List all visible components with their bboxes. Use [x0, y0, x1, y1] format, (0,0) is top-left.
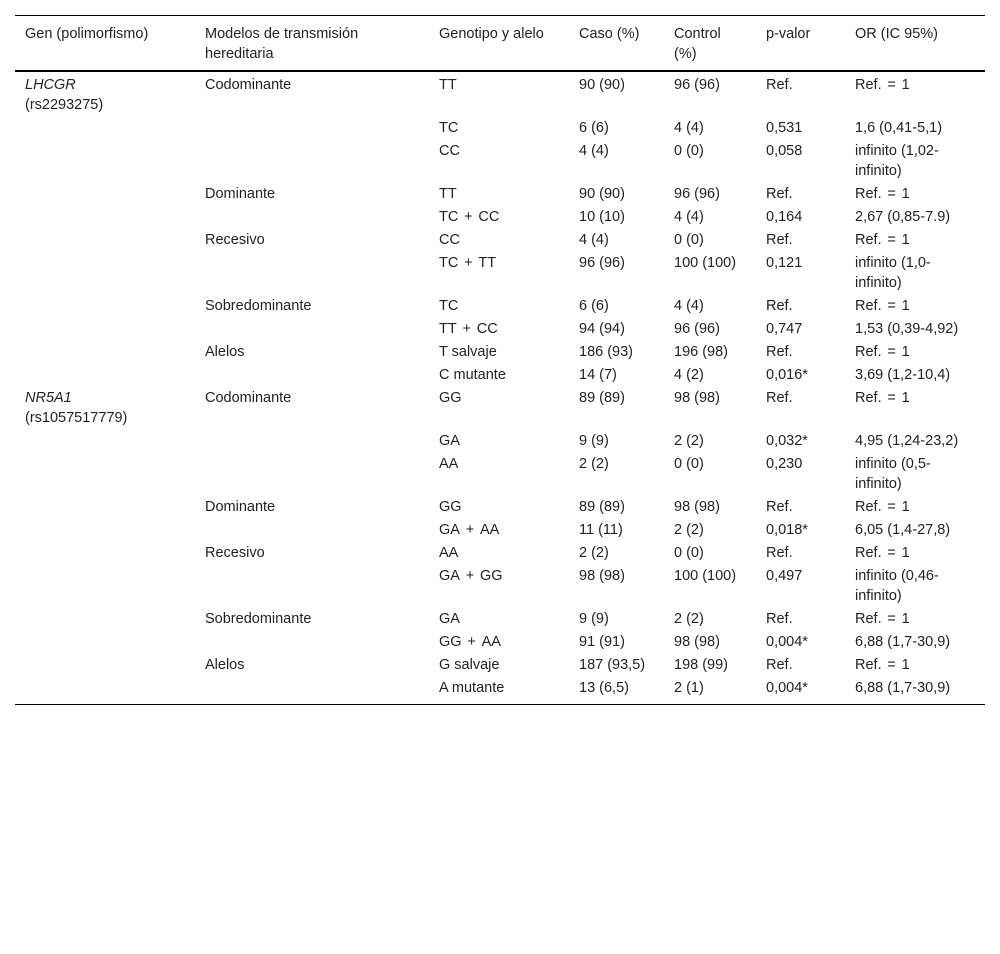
cell-gen: [15, 183, 195, 206]
cell-gen: [15, 453, 195, 496]
cell-or: Ref.=1: [855, 499, 910, 515]
cell-p-valor: Ref.: [766, 298, 793, 314]
table-row: [15, 295, 985, 318]
cell-caso: 89 (89): [579, 499, 625, 515]
table-row: [15, 542, 985, 565]
cell-control: 2 (2): [674, 433, 704, 449]
cell-or: Ref.=1: [855, 390, 910, 406]
cell-control: 0 (0): [674, 143, 704, 159]
cell-genotipo: T salvaje: [439, 344, 497, 360]
cell-p-valor: 0,164: [766, 209, 803, 225]
cell-modelo: [195, 140, 429, 183]
table-row: [15, 631, 985, 654]
cell-modelo: Recesivo: [205, 232, 265, 248]
cell-gen: [15, 631, 195, 654]
cell-genotipo: CC: [439, 143, 460, 159]
cell-caso: 14 (7): [579, 367, 617, 383]
cell-genotipo: GA+GG: [439, 568, 503, 584]
results-table: [15, 15, 985, 705]
cell-modelo: Recesivo: [205, 545, 265, 561]
cell-caso: 98 (98): [579, 568, 625, 584]
header-genotipo: Genotipo y alelo: [439, 26, 544, 42]
cell-gen: [15, 71, 195, 117]
table-row: [15, 453, 985, 496]
cell-control: 198 (99): [674, 657, 729, 673]
cell-gen: [15, 117, 195, 140]
cell-control: 196 (98): [674, 344, 729, 360]
cell-genotipo: GG+AA: [439, 634, 501, 650]
cell-gen: [15, 519, 195, 542]
cell-gen: [15, 364, 195, 387]
cell-gen: [15, 608, 195, 631]
cell-p-valor: 0,018*: [766, 522, 808, 538]
cell-gen: [15, 430, 195, 453]
cell-caso: 2 (2): [579, 545, 609, 561]
cell-caso: 11 (11): [579, 522, 623, 538]
table-row: [15, 430, 985, 453]
cell-caso: 187 (93,5): [579, 657, 646, 673]
cell-gen: [15, 140, 195, 183]
cell-or: Ref.=1: [855, 77, 910, 93]
cell-control: 0 (0): [674, 232, 704, 248]
table-body: [15, 71, 985, 705]
table-row: [15, 364, 985, 387]
table-row: [15, 318, 985, 341]
cell-control: 2 (2): [674, 611, 704, 627]
cell-caso: 186 (93): [579, 344, 634, 360]
cell-or: Ref.=1: [855, 344, 910, 360]
cell-caso: 10 (10): [579, 209, 625, 225]
cell-modelo: [195, 631, 429, 654]
cell-genotipo: GG: [439, 499, 462, 515]
table-row: [15, 140, 985, 183]
header-caso: Caso (%): [579, 26, 640, 42]
cell-gen: [15, 252, 195, 295]
cell-caso: 9 (9): [579, 611, 609, 627]
cell-genotipo: GA+AA: [439, 522, 500, 538]
cell-caso: 91 (91): [579, 634, 625, 650]
cell-or: 6,05 (1,4-27,8): [855, 522, 951, 538]
cell-genotipo: GA: [439, 433, 460, 449]
cell-caso: 13 (6,5): [579, 680, 629, 696]
cell-caso: 6 (6): [579, 298, 609, 314]
cell-control: 96 (96): [674, 77, 720, 93]
cell-modelo: Dominante: [205, 499, 276, 515]
cell-control: 0 (0): [674, 545, 704, 561]
cell-control: 98 (98): [674, 634, 720, 650]
cell-genotipo: TT: [439, 77, 457, 93]
cell-gen: [15, 496, 195, 519]
cell-p-valor: 0,004*: [766, 634, 808, 650]
cell-gen: [15, 318, 195, 341]
table-header: [15, 16, 985, 72]
cell-or: infinito (1,02-infinito): [855, 143, 939, 179]
cell-or: Ref.=1: [855, 298, 910, 314]
table-row: [15, 387, 985, 430]
cell-modelo: Codominante: [205, 390, 292, 406]
cell-genotipo: TC: [439, 120, 459, 136]
gene-name: LHCGR: [25, 77, 76, 93]
cell-or: infinito (0,5-infinito): [855, 456, 931, 492]
cell-control: 100 (100): [674, 255, 737, 271]
cell-p-valor: Ref.: [766, 390, 793, 406]
cell-or: 4,95 (1,24-23,2): [855, 433, 959, 449]
gene-name: NR5A1: [25, 390, 72, 406]
table-row: [15, 608, 985, 631]
cell-gen: [15, 565, 195, 608]
cell-caso: 4 (4): [579, 232, 609, 248]
cell-or: 1,53 (0,39-4,92): [855, 321, 959, 337]
cell-gen: [15, 542, 195, 565]
cell-p-valor: Ref.: [766, 186, 793, 202]
cell-or: Ref.=1: [855, 186, 910, 202]
cell-or: infinito (1,0-infinito): [855, 255, 931, 291]
table-row: [15, 117, 985, 140]
cell-p-valor: Ref.: [766, 232, 793, 248]
cell-gen: [15, 654, 195, 677]
cell-modelo: Alelos: [205, 657, 245, 673]
cell-p-valor: 0,531: [766, 120, 803, 136]
polymorphism-id: (rs1057517779): [25, 410, 128, 426]
table-row: [15, 206, 985, 229]
table-row: [15, 677, 985, 705]
cell-p-valor: 0,497: [766, 568, 803, 584]
cell-gen: [15, 387, 195, 430]
table-row: [15, 496, 985, 519]
cell-p-valor: Ref.: [766, 611, 793, 627]
cell-modelo: [195, 565, 429, 608]
cell-caso: 4 (4): [579, 143, 609, 159]
header-modelo: Modelos de transmisión hereditaria: [205, 26, 359, 62]
polymorphism-id: (rs2293275): [25, 97, 104, 113]
table-row: [15, 71, 985, 117]
table-row: [15, 519, 985, 542]
cell-or: Ref.=1: [855, 657, 910, 673]
cell-control: 2 (1): [674, 680, 704, 696]
cell-gen: [15, 341, 195, 364]
cell-genotipo: A mutante: [439, 680, 505, 696]
cell-genotipo: AA: [439, 545, 459, 561]
cell-or: 6,88 (1,7-30,9): [855, 680, 951, 696]
header-or: OR (IC 95%): [855, 26, 938, 42]
cell-or: 3,69 (1,2-10,4): [855, 367, 951, 383]
cell-genotipo: TC+TT: [439, 255, 497, 271]
cell-p-valor: 0,032*: [766, 433, 808, 449]
cell-control: 100 (100): [674, 568, 737, 584]
cell-genotipo: TC: [439, 298, 459, 314]
cell-p-valor: 0,004*: [766, 680, 808, 696]
cell-control: 96 (96): [674, 186, 720, 202]
cell-genotipo: CC: [439, 232, 460, 248]
cell-genotipo: TT+CC: [439, 321, 498, 337]
table-row: [15, 229, 985, 252]
table-row: [15, 565, 985, 608]
cell-gen: [15, 229, 195, 252]
cell-p-valor: 0,016*: [766, 367, 808, 383]
cell-control: 96 (96): [674, 321, 720, 337]
cell-genotipo: AA: [439, 456, 459, 472]
cell-or: 6,88 (1,7-30,9): [855, 634, 951, 650]
cell-p-valor: 0,230: [766, 456, 803, 472]
cell-modelo: Alelos: [205, 344, 245, 360]
cell-or: infinito (0,46-infinito): [855, 568, 939, 604]
cell-modelo: [195, 318, 429, 341]
cell-modelo: [195, 364, 429, 387]
cell-modelo: Sobredominante: [205, 298, 312, 314]
cell-control: 4 (4): [674, 120, 704, 136]
cell-or: 2,67 (0,85-7.9): [855, 209, 951, 225]
cell-modelo: Codominante: [205, 77, 292, 93]
cell-genotipo: TC+CC: [439, 209, 500, 225]
table-row: [15, 252, 985, 295]
cell-genotipo: GG: [439, 390, 462, 406]
cell-caso: 94 (94): [579, 321, 625, 337]
cell-or: Ref.=1: [855, 611, 910, 627]
cell-caso: 90 (90): [579, 186, 625, 202]
table-row: [15, 341, 985, 364]
cell-modelo: Dominante: [205, 186, 276, 202]
cell-caso: 89 (89): [579, 390, 625, 406]
cell-modelo: [195, 206, 429, 229]
cell-modelo: [195, 453, 429, 496]
cell-gen: [15, 206, 195, 229]
header-row: [15, 16, 985, 72]
cell-caso: 9 (9): [579, 433, 609, 449]
cell-genotipo: GA: [439, 611, 460, 627]
cell-control: 4 (4): [674, 298, 704, 314]
cell-modelo: Sobredominante: [205, 611, 312, 627]
cell-p-valor: 0,747: [766, 321, 803, 337]
table-row: [15, 183, 985, 206]
cell-modelo: [195, 430, 429, 453]
cell-or: Ref.=1: [855, 232, 910, 248]
cell-p-valor: 0,121: [766, 255, 803, 271]
cell-caso: 96 (96): [579, 255, 625, 271]
header-gen: Gen (polimorfismo): [25, 26, 149, 42]
cell-caso: 2 (2): [579, 456, 609, 472]
cell-control: 98 (98): [674, 499, 720, 515]
cell-control: 4 (4): [674, 209, 704, 225]
cell-p-valor: 0,058: [766, 143, 803, 159]
cell-modelo: [195, 252, 429, 295]
cell-p-valor: Ref.: [766, 545, 793, 561]
cell-modelo: [195, 519, 429, 542]
cell-gen: [15, 677, 195, 705]
cell-modelo: [195, 117, 429, 140]
cell-genotipo: C mutante: [439, 367, 506, 383]
cell-control: 2 (2): [674, 522, 704, 538]
table-row: [15, 654, 985, 677]
cell-genotipo: G salvaje: [439, 657, 500, 673]
cell-genotipo: TT: [439, 186, 457, 202]
cell-p-valor: Ref.: [766, 657, 793, 673]
cell-caso: 90 (90): [579, 77, 625, 93]
cell-control: 0 (0): [674, 456, 704, 472]
header-control: Control (%): [674, 26, 721, 62]
cell-caso: 6 (6): [579, 120, 609, 136]
cell-or: Ref.=1: [855, 545, 910, 561]
cell-gen: [15, 295, 195, 318]
cell-p-valor: Ref.: [766, 499, 793, 515]
cell-or: 1,6 (0,41-5,1): [855, 120, 943, 136]
cell-modelo: [195, 677, 429, 705]
cell-control: 4 (2): [674, 367, 704, 383]
header-p-valor: p-valor: [766, 26, 811, 42]
cell-p-valor: Ref.: [766, 77, 793, 93]
cell-p-valor: Ref.: [766, 344, 793, 360]
cell-control: 98 (98): [674, 390, 720, 406]
